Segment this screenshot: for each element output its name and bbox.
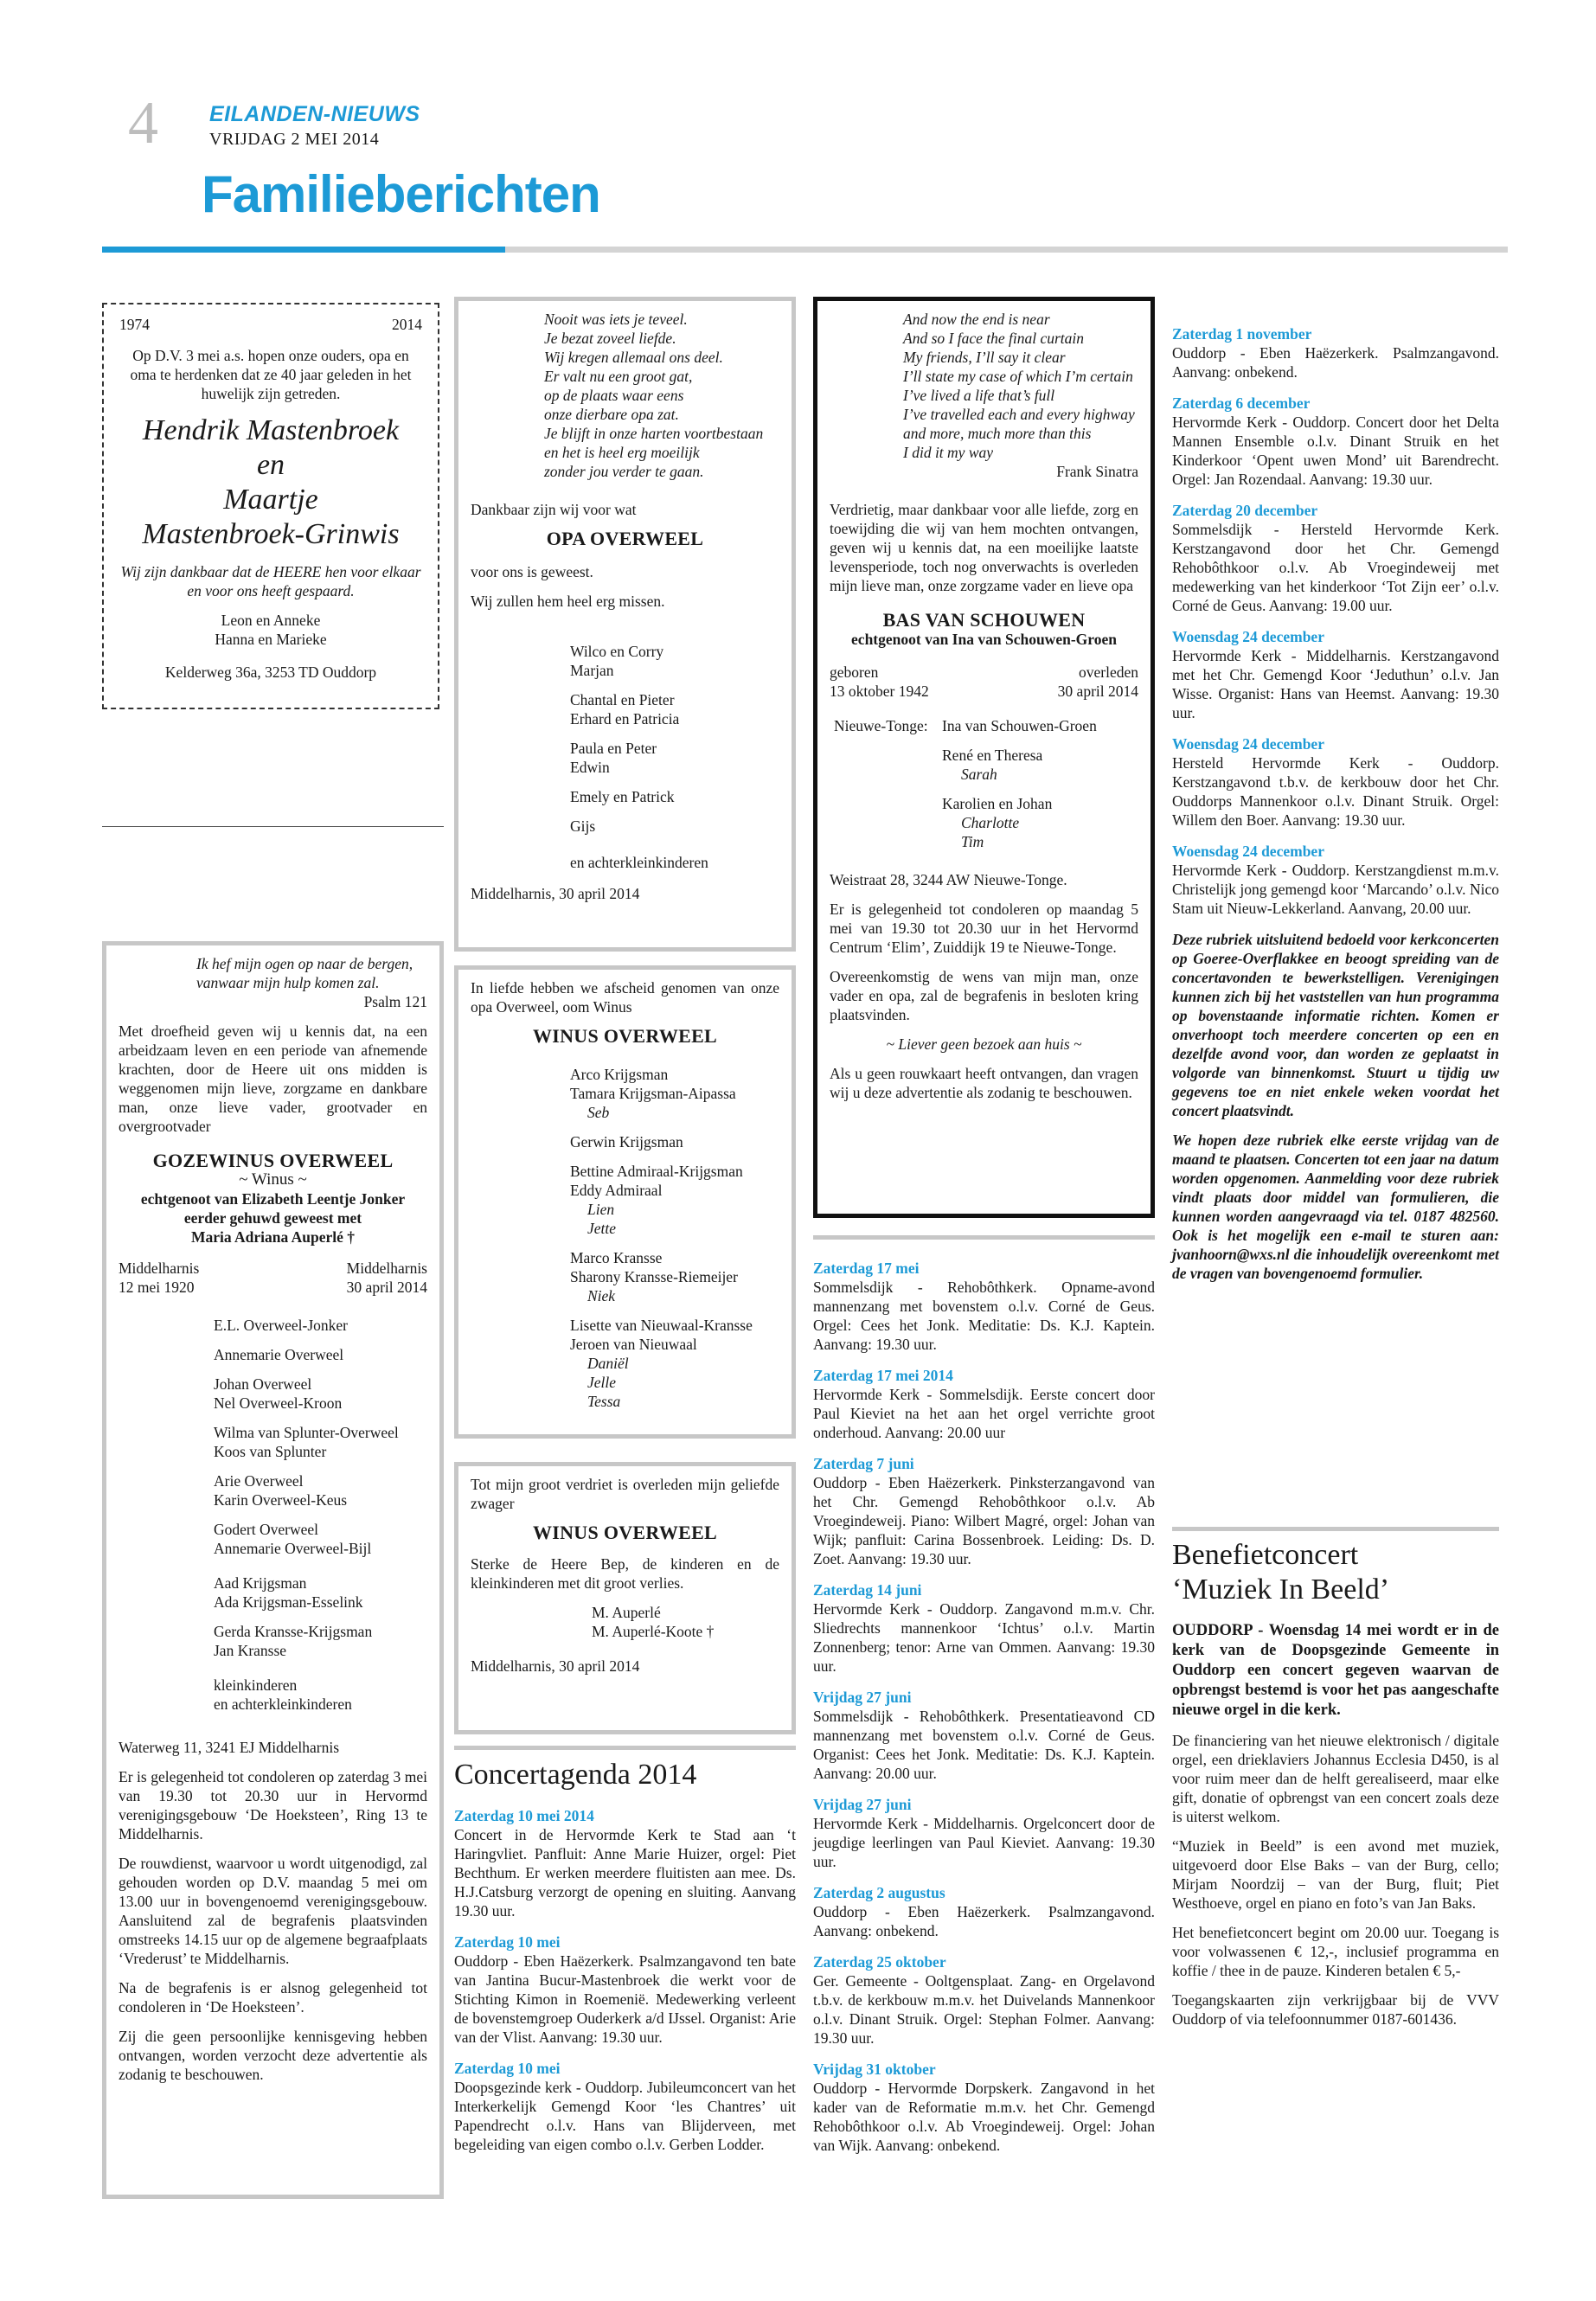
deceased-name: WINUS OVERWEEL: [532, 1025, 718, 1047]
concert-date: Woensdag 24 december: [1172, 843, 1324, 860]
agenda-note: Deze rubriek uitsluitend bedoeld voor kerkconcerten op Goeree-Overflakkee en beoogt spreiding van de concertavonden te bewerkstelligen. Verenigingen kunnen zich bij het vaststellen van hun programma op bovenstaande informatie richten. Komen er onverhoopt toch meerdere concerten op een en dezelfde avond voor, dan worden ze geplaatst in volgorde van binnenkomst. Stuurt u tijdig uw gegevens toe en niet enkele weken voordat het concert plaatsvindt.: [1172, 931, 1499, 1119]
concert-entry: [1172, 627, 1499, 722]
wife-surname: Mastenbroek-Grinwis: [142, 518, 400, 550]
funeral-info: Overeenkomstig de wens van mijn man, onze vader en opa, zal de begrafenis in besloten kring plaatsvinden.: [830, 968, 1138, 1023]
family-member: Sharony Kransse-Riemeijer: [570, 1268, 738, 1285]
anniversary-notice: [102, 303, 439, 709]
spouse-line: echtgenoot van Ina van Schouwen-Groen: [851, 631, 1117, 648]
notice-note: Als u geen rouwkaart heeft ontvangen, dan vragen wij u deze advertentie als zodanig te beschouwen.: [830, 1065, 1138, 1101]
death-date: 30 april 2014: [1057, 683, 1138, 700]
thanks-line: Dankbaar zijn wij voor wat: [471, 501, 637, 518]
concert-entry: [1172, 324, 1499, 381]
concert-entry: [813, 2060, 1155, 2155]
wife-name: Maartje: [223, 484, 318, 516]
benefit-paragraph: Toegangskaarten zijn verkrijgbaar bij de VVV Ouddorp of via telefoonnummer 0187-601436.: [1172, 1991, 1499, 2028]
family-member: Wilma van Splunter-Overweel: [214, 1424, 399, 1441]
deceased-name: BAS VAN SCHOUWEN: [882, 609, 1086, 631]
concert-date: Woensdag 24 december: [1172, 735, 1324, 753]
concert-date: Zaterdag 7 juni: [813, 1455, 914, 1472]
benefit-article: [1172, 1538, 1499, 2039]
no-visit-note: ~ Liever geen bezoek aan huis ~: [886, 1035, 1082, 1053]
grandchild: Tim: [961, 833, 984, 850]
header-rule: [505, 247, 1508, 253]
family-member: Gerwin Krijgsman: [570, 1133, 683, 1150]
concert-date: Vrijdag 27 juni: [813, 1796, 912, 1813]
children-line-1: Leon en Anneke: [221, 612, 321, 629]
family-member: Arco Krijgsman: [570, 1066, 669, 1083]
family-member: Ina van Schouwen-Groen: [942, 717, 1097, 734]
family-list: [214, 1316, 427, 1714]
concert-text: Doopsgezinde kerk - Ouddorp. Jubileumconcert van het Interkerkelijk Gemengd Koor ‘les Chantres’ uit Papendrecht o.l.v. Hans van Blijderveen, met begeleiding van eigen combo o.l.v. Gerben Lodder.: [454, 2079, 796, 2153]
concert-date: Vrijdag 27 juni: [813, 1689, 912, 1706]
anniversary-address: Kelderweg 36a, 3253 TD Ouddorp: [164, 663, 377, 681]
birth-date: 12 mei 1920: [119, 1279, 195, 1296]
concert-text: Hervormde Kerk - Ouddorp. Zangavond m.m.v. Chr. Sliedrechts mannenkoor ‘Ichtus’ o.l.v. Martin Zonnenberg; tenor: Arne van Ommen. Aanvang: 19.30 uur.: [813, 1600, 1155, 1675]
concert-column-a: [454, 1806, 796, 2166]
benefit-paragraph: Het benefietconcert begint om 20.00 uur. Toegang is voor volwassenen € 12,-, inclusief programma en koffie / thee in de pauze. Kinderen betalen € 5,-: [1172, 1924, 1499, 1979]
family-member: Edwin: [570, 759, 610, 776]
concert-entry: [813, 1883, 1155, 1940]
obituary-gozewinus: [102, 941, 444, 2199]
poem-author: Frank Sinatra: [1056, 463, 1138, 480]
deceased-nickname: ~ Winus ~: [239, 1170, 307, 1189]
family-member: Gijs: [570, 817, 596, 835]
obituary-intro: Verdrietig, maar dankbaar voor alle liefde, zorg en toewijding die wij van hem mochten ontvangen, geven wij u kennis dat, na een moeilijke laatste levensperiode, toch nog onverwachts is overleden mijn lieve man, onze zorgzame vader en lieve opa: [830, 501, 1138, 594]
family-member: Marjan: [570, 662, 614, 679]
family-member: Aad Krijgsman: [214, 1574, 307, 1592]
family-member: Arie Overweel: [214, 1472, 304, 1490]
agenda-note-2: We hopen deze rubriek elke eerste vrijdag van de maand te plaatsen. Concerten tot een jaar na datum worden opgenomen. Aanmelding voor deze rubriek vindt plaats door middel van formulieren, die kunnen worden aangevraagd via tel. 0187 482560. Ook is het mogelijk een e-mail te sturen aan: jvanhoorn@wxs.nl die inhoudelijk overeenkomt met de vragen van bovengenoemd formulier.: [1172, 1131, 1499, 1282]
spouse-line-3: Maria Adriana Auperlé †: [190, 1228, 356, 1246]
condolence-info: Er is gelegenheid tot condoleren op zaterdag 3 mei van 19.30 tot 20.30 uur in Hervormd verenigingsgebouw ‘De Hoeksteen’, Ring 13 te Middelharnis.: [119, 1768, 427, 1843]
concert-text: Hervormde Kerk - Middelharnis. Kerstzangavond met het Chr. Gemengd Koor ‘Jeduthun’ o.l.v. Jan Wisse. Organist: Hans van Heemst. Aanvang: 19.30 uur.: [1172, 647, 1499, 721]
address: Waterweg 11, 3241 EJ Middelharnis: [119, 1739, 340, 1756]
concert-entry: [813, 1366, 1155, 1442]
concert-text: Ouddorp - Eben Haëzerkerk. Psalmzangavond ten bate van Jantina Bucur-Mastenbroek die werkt voor de Stichting Kimon in Roemenië. Medewerking verleent de bovenstemgroep Ouderkerk a/d IJssel. Organist: Arie van der Vlist. Aanvang: 19.30 uur.: [454, 1952, 796, 2046]
grandchild: Jelle: [587, 1374, 617, 1391]
deceased-name: GOZEWINUS OVERWEEL: [152, 1150, 394, 1171]
section-title: Familieberichten: [202, 165, 600, 223]
concert-date: Vrijdag 31 oktober: [813, 2061, 936, 2078]
concert-text: Ouddorp - Eben Haëzerkerk. Psalmzangavond. Aanvang: onbekend.: [813, 1903, 1155, 1939]
family-member: Emely en Patrick: [570, 788, 675, 805]
family-member: René en Theresa: [942, 747, 1043, 764]
miss-line: Wij zullen hem heel erg missen.: [471, 593, 665, 610]
concert-text: Hervormde Kerk - Ouddorp. Concert door het Delta Mannen Ensemble o.l.v. Dinant Struik en het Kinderkoor ‘Opent uwen Mond’ uit Barendrecht. Orgel: Jan Rozendaal. Aanvang: 19.30 uur.: [1172, 413, 1499, 488]
concert-entry: [454, 1806, 796, 1920]
poem: And now the end is near And so I face the final curtain My friends, I’ll say it clear I’ll state my case of which I’m certain I’ve lived a life that’s full I’ve travelled each and every highway and more, much more than this I did it my way: [903, 311, 1135, 461]
concert-date: Zaterdag 25 oktober: [813, 1953, 946, 1971]
death-place: Middelharnis: [346, 1259, 427, 1277]
condolence-info: Er is gelegenheid tot condoleren op maandag 5 mei van 19.30 tot 20.30 uur in het Hervormd Centrum ‘Elim’, Zuiddijk 19 te Nieuwe-Tonge.: [830, 901, 1138, 956]
concert-text: Sommelsdijk - Rehobôthkerk. Opname-avond mannenzang met bovenstem o.l.v. Corné de Geus. Orgel: Cees het Jonk. Meditatie: Ds. K.J. Kaptein. Aanvang: 19.30 uur.: [813, 1279, 1155, 1353]
family-member: Annemarie Overweel-Bijl: [214, 1540, 372, 1557]
issue-date: VRIJDAG 2 MEI 2014: [209, 130, 380, 149]
birth-date: 13 oktober 1942: [830, 683, 929, 700]
divider: [102, 826, 444, 827]
family-place: Nieuwe-Tonge:: [834, 717, 928, 734]
was-line: voor ons is geweest.: [471, 563, 593, 580]
place-date: Middelharnis, 30 april 2014: [471, 1657, 640, 1675]
family-member: Bettine Admiraal-Krijgsman: [570, 1163, 743, 1180]
family-member: Eddy Admiraal: [570, 1182, 663, 1199]
concert-entry: [813, 1259, 1155, 1354]
family-member: Jeroen van Nieuwaal: [570, 1336, 697, 1353]
concert-text: Hersteld Hervormde Kerk - Ouddorp. Kerstzangavond t.b.v. de kerkbouw door het Chr. Ouddorps Mannenkoor o.l.v. Dinant Struik. Orgel: Willem den Boer. Aanvang: 19.30 uur.: [1172, 754, 1499, 829]
family-member: Lisette van Nieuwaal-Kransse: [570, 1317, 753, 1334]
after-funeral-info: Na de begrafenis is er alsnog gelegenheid tot condoleren in ‘De Hoeksteen’.: [119, 1979, 427, 2016]
benefit-paragraph: De financiering van het nieuwe elektronisch / digitale orgel, een drieklaviers Johannus Ecclesia D450, is al voor ruim meer dan de helft gerealiseerd, maar elke gift, donatie of opbrengst van een concert zoals deze is uiterst welkom.: [1172, 1732, 1499, 1825]
concert-date: Zaterdag 2 augustus: [813, 1884, 945, 1901]
family-member: kleinkinderen: [214, 1676, 298, 1694]
concert-text: Ouddorp - Hervormde Dorpskerk. Zangavond in het kader van de Reformatie m.m.v. het Chr. Gemengd Rehobôthkoor o.l.v. Ab Vroegindeweij. Orgel: Johan van Wijk. Aanvang: onbekend.: [813, 2080, 1155, 2154]
concert-text: Sommelsdijk - Rehobôthkerk. Presentatieavond CD mannenzang met bovenstem o.l.v. Corné de Geus. Organist: Cees het Jonk. Meditatie: Ds. K.J. Kaptein. Aanvang: 20.00 uur.: [813, 1708, 1155, 1782]
concert-column-c: [1172, 324, 1499, 1293]
concert-column-b: [813, 1259, 1155, 2167]
family-member: en achterkleinkinderen: [214, 1695, 352, 1713]
family-list: [570, 642, 779, 872]
obituary-bas-van-schouwen: [813, 297, 1155, 1218]
grandchild: Sarah: [961, 766, 997, 783]
newspaper-logo: EILANDEN-NIEUWS: [209, 102, 420, 126]
concert-rule: [813, 1235, 1155, 1240]
family-member: Karolien en Johan: [942, 795, 1053, 812]
benefit-subtitle: ‘Muziek In Beeld’: [1172, 1574, 1390, 1606]
family-member: Erhard en Patricia: [570, 710, 680, 727]
family-member: en achterkleinkinderen: [570, 854, 708, 871]
family-member: Johan Overweel: [214, 1375, 312, 1393]
birth-place: Middelharnis: [119, 1259, 200, 1277]
grandchild: Jette: [587, 1220, 617, 1237]
concert-entry: [813, 1795, 1155, 1871]
funeral-info: De rouwdienst, waarvoor u wordt uitgenodigd, zal gehouden worden op D.V. maandag 5 mei om 13.00 uur in bovengenoemd verenigingsgebouw. Aansluitend zal de begrafenis plaatsvinden omstreeks 14.15 uur op de algemene begraafplaats ‘Vrederust’ te Middelharnis.: [119, 1855, 427, 1967]
family-member: Marco Kransse: [570, 1249, 663, 1266]
spouse-line: echtgenoot van Elizabeth Leentje Jonker: [140, 1190, 406, 1208]
concert-text: Concert in de Hervormde Kerk te Stad aan ‘t Haringvliet. Panfluit: Anne Marie Huizer, orgel: Piet Bechthum. Er werken meerdere fluitisten aan mee. Ds. H.J.Catsburg verzorgt de opening en sluiting. Aanvang 19.30 uur.: [454, 1826, 796, 1920]
deceased-name: WINUS OVERWEEL: [532, 1522, 718, 1543]
anniversary-intro: Op D.V. 3 mei a.s. hopen onze ouders, opa en oma te herdenken dat ze 40 jaar geleden in het huwelijk zijn getreden.: [130, 347, 412, 402]
family-member: E.L. Overweel-Jonker: [214, 1317, 349, 1334]
family-member: Paula en Peter: [570, 740, 657, 757]
page-number: 4: [128, 90, 158, 157]
concert-date: Zaterdag 17 mei 2014: [813, 1367, 953, 1384]
concert-text: Hervormde Kerk - Sommelsdijk. Eerste concert door Paul Kieviet na het aan het orgel verrichte groot onderhoud. Aanvang: 20.00 uur: [813, 1386, 1155, 1441]
concert-date: Zaterdag 20 december: [1172, 502, 1318, 519]
family-member: Karin Overweel-Keus: [214, 1491, 348, 1509]
signature-2: M. Auperlé-Koote †: [592, 1623, 715, 1640]
concert-date: Woensdag 24 december: [1172, 628, 1324, 645]
family-member: Nel Overweel-Kroon: [214, 1394, 343, 1412]
deceased-name: OPA OVERWEEL: [546, 528, 704, 549]
husband-name: Hendrik Mastenbroek: [142, 414, 400, 446]
psalm-verse: Ik hef mijn ogen op naar de bergen, vanwaar mijn hulp komen zal.: [196, 955, 413, 991]
concert-text: Ouddorp - Eben Haëzerkerk. Psalmzangavond. Aanvang: onbekend.: [1172, 344, 1499, 381]
death-date: 30 april 2014: [346, 1279, 427, 1296]
concert-text: Ouddorp - Eben Haëzerkerk. Pinksterzangavond van het Chr. Gemengd Rehobôthkoor o.l.v. Ab Vroegindeweij. Piano: Wilbert Magré, orgel: Johan van Wijk; panfluit: Carina Bossenbroek. Leiding: Ds. D. Zoet. Aanvang: 19.30 uur.: [813, 1474, 1155, 1567]
and-word: en: [256, 449, 285, 481]
obituary-intro: Tot mijn groot verdriet is overleden mijn geliefde zwager: [471, 1476, 779, 1512]
grandchild: Lien: [587, 1201, 615, 1218]
children-line-2: Hanna en Marieke: [215, 631, 327, 648]
concert-entry: [1172, 842, 1499, 918]
family-list: [942, 716, 1097, 851]
condolence-text: Sterke de Heere Bep, de kinderen en de kleinkinderen met dit groot verlies.: [471, 1555, 779, 1592]
concert-date: Zaterdag 6 december: [1172, 394, 1311, 412]
obituary-winus-brother-in-law: [454, 1462, 796, 1734]
family-block: [830, 716, 1138, 851]
grandchild: Daniël: [587, 1355, 629, 1372]
concert-date: Zaterdag 10 mei: [454, 2060, 561, 2077]
concert-rule: [454, 1746, 796, 1750]
concert-date: Zaterdag 10 mei: [454, 1933, 561, 1951]
year-left: 1974: [119, 316, 150, 333]
benefit-paragraph: “Muziek in Beeld” is een avond met muziek, uitgevoerd door Else Baks – van der Burg, cello; Mirjam Noordzij – van der Burg, fluit; Piet Westhoeve, orgel en piano en foto’s van Jan Baks.: [1172, 1837, 1499, 1912]
family-member: Annemarie Overweel: [214, 1346, 344, 1363]
year-right: 2014: [392, 316, 422, 333]
signature-1: M. Auperlé: [592, 1604, 661, 1621]
concert-entry: [454, 1932, 796, 2047]
family-member: Jan Kransse: [214, 1642, 287, 1659]
notice-note: Zij die geen persoonlijke kennisgeving hebben ontvangen, worden verzocht deze advertentie als zodanig te beschouwen.: [119, 2028, 427, 2083]
concert-date: Zaterdag 10 mei 2014: [454, 1807, 594, 1824]
family-member: Godert Overweel: [214, 1521, 318, 1538]
concert-entry: [454, 2059, 796, 2154]
family-member: Wilco en Corry: [570, 643, 664, 660]
death-label: overleden: [1079, 663, 1138, 681]
grandchild: Tessa: [587, 1393, 621, 1410]
benefit-lead: OUDDORP - Woensdag 14 mei wordt er in de kerk van de Doopsgezinde Gemeente in Ouddorp een concert gegeven waarvan de opbrengst bestemd is voor het pas aangeschafte nieuwe orgel in die kerk.: [1172, 1622, 1499, 1719]
anniversary-thanks: Wij zijn dankbaar dat de HEERE hen voor elkaar en voor ons heeft gespaard.: [120, 563, 421, 599]
benefit-rule: [1172, 1527, 1499, 1531]
concert-entry: [813, 1952, 1155, 2048]
psalm-reference: Psalm 121: [363, 993, 427, 1010]
grandchild: Seb: [587, 1104, 610, 1121]
header-rule-accent: [102, 247, 505, 253]
concert-entry: [1172, 501, 1499, 615]
grandchild: Charlotte: [961, 814, 1020, 831]
concert-text: Hervormde Kerk - Ouddorp. Kerstzangdienst m.m.v. Christelijk jong gemengd koor ‘Marcando’ o.l.v. Nico Stam uit Nieuw-Lekkerland. Aanvang, 20.00 uur.: [1172, 862, 1499, 917]
birth-label: geboren: [830, 663, 879, 681]
poem: Nooit was iets je teveel. Je bezat zoveel liefde. Wij kregen allemaal ons deel. Er valt nu een groot gat, op de plaats waar eens onze dierbare opa zat. Je blijft in onze harten voortbestaan en het is heel erg moeilijk zonder jou verder te gaan.: [544, 311, 764, 480]
concert-date: Zaterdag 14 juni: [813, 1581, 922, 1599]
obituary-intro: Met droefheid geven wij u kennis dat, na een arbeidzaam leven en een periode van afnemende krachten, door de Heere uit ons midden is weggenomen mijn lieve, zorgzame en dankbare man, onze lieve vader, grootvader en overgrootvader: [119, 1022, 427, 1135]
family-member: Gerda Kransse-Krijgsman: [214, 1623, 373, 1640]
obituary-winus-family: [454, 965, 796, 1439]
concert-entry: [813, 1580, 1155, 1676]
spouse-line-2: eerder gehuwd geweest met: [183, 1209, 362, 1227]
concert-date: Zaterdag 1 november: [1172, 325, 1312, 343]
concert-entry: [1172, 734, 1499, 830]
concert-text: Ger. Gemeente - Ooltgensplaat. Zang- en Orgelavond t.b.v. de kerkbouw m.m.v. het Duivelands Mannenkoor o.l.v. Dinant Struik. Orgel: Stephan Folmer. Aanvang: 19.30 uur.: [813, 1972, 1155, 2047]
concert-text: Sommelsdijk - Hersteld Hervormde Kerk. Kerstzangavond door het Chr. Gemengd Rehobôthkoor o.l.v. Ab Vroegindeweij met medewerking van het kinderkoor ‘Tot Zijn eer’ o.l.v. Corné de Geus. Aanvang: 19.00 uur.: [1172, 521, 1499, 614]
address: Weistraat 28, 3244 AW Nieuwe-Tonge.: [830, 871, 1067, 888]
family-member: Chantal en Pieter: [570, 691, 675, 708]
family-member: Tamara Krijgsman-Aipassa: [570, 1085, 736, 1102]
family-member: Ada Krijgsman-Esselink: [214, 1593, 363, 1611]
concert-entry: [813, 1454, 1155, 1568]
family-list: [570, 1065, 779, 1411]
concert-text: Hervormde Kerk - Middelharnis. Orgelconcert door de jeugdige leerlingen van Paul Kieviet. Aanvang: 19.30 uur.: [813, 1815, 1155, 1870]
family-member: Koos van Splunter: [214, 1443, 327, 1460]
concert-date: Zaterdag 17 mei: [813, 1259, 920, 1277]
benefit-title: Benefietconcert: [1172, 1539, 1359, 1571]
obituary-intro: In liefde hebben we afscheid genomen van onze opa Overweel, oom Winus: [471, 979, 779, 1016]
concert-agenda-title: Concertagenda 2014: [454, 1759, 697, 1791]
grandchild: Niek: [587, 1287, 616, 1304]
concert-entry: [1172, 394, 1499, 489]
place-date: Middelharnis, 30 april 2014: [471, 885, 640, 902]
obituary-opa-overweel: [454, 297, 796, 952]
concert-entry: [813, 1688, 1155, 1783]
